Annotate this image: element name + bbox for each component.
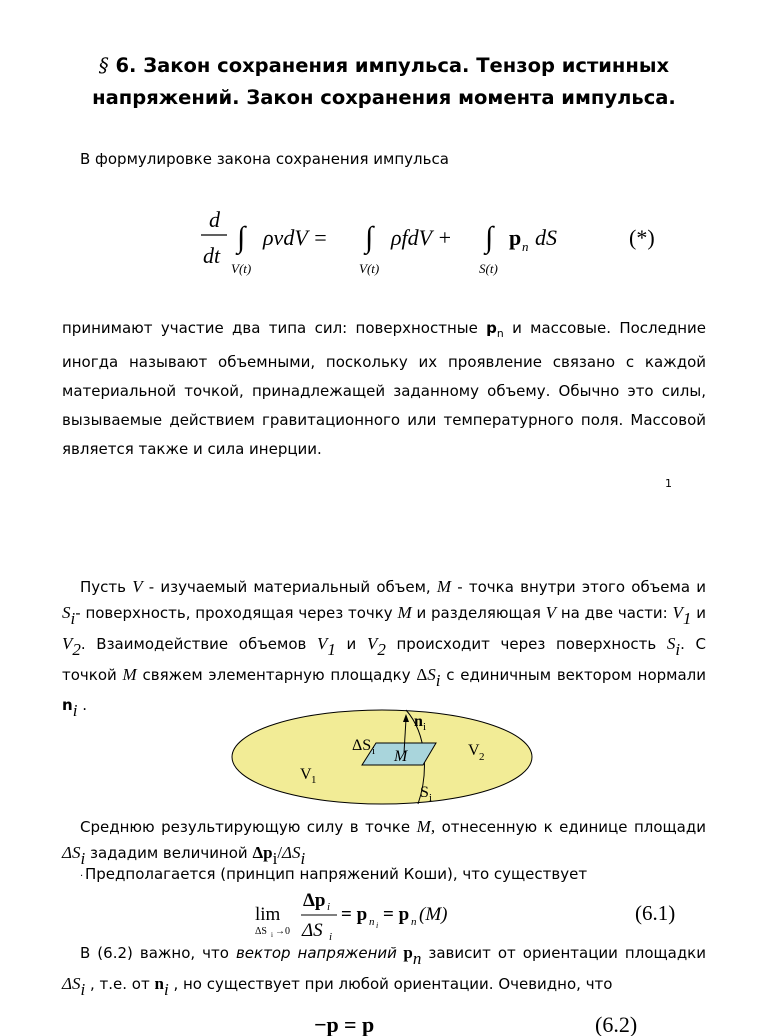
p2-t1: Пусть [80, 578, 133, 596]
p3-dp: Δp [252, 843, 273, 862]
rhs-tail: dS [535, 225, 557, 250]
p2-t4: - поверхность, проходящая через точку [75, 604, 398, 622]
formula-6-2-label: (6.2) [595, 1012, 638, 1036]
paragraph-stress-vector [62, 940, 706, 1002]
p2-S2: S [666, 633, 676, 653]
p2-V2c: V [366, 633, 378, 653]
p2-S: S [62, 603, 71, 622]
f62-eq: = p [344, 1012, 375, 1036]
p2-M2: M [397, 603, 412, 622]
dS-label: ΔS [352, 737, 372, 754]
p2-V: V [132, 577, 143, 596]
p2-V2-sub: 2 [72, 639, 81, 659]
p1-n-sub: n [496, 326, 504, 340]
p3-t2: отнесенную к единице площади [435, 818, 706, 836]
p3-t1: Среднюю результирующую силу в точке [80, 818, 417, 836]
p2-t13: . [77, 695, 87, 714]
section-title [60, 50, 708, 114]
p2-t6: на две части: [556, 604, 673, 622]
eq2-pn: = p [383, 904, 410, 925]
p2-t11: свяжем элементарную площадку [136, 665, 417, 684]
p2-V1-sub: 1 [682, 608, 692, 628]
formula-6-1 [255, 888, 695, 948]
f62-lhs: −p [314, 1012, 339, 1036]
p2-S3: S [427, 664, 436, 684]
p1-text-a: принимают участие два типа сил: поверхностные [62, 319, 487, 337]
formula-6-2 [310, 1006, 710, 1036]
p5-ni: i [163, 979, 169, 999]
section-sign: § [98, 54, 109, 77]
paragraph-definitions [62, 574, 706, 723]
dS-sub: i [372, 745, 376, 757]
p2-t5: и разделяющая [411, 604, 546, 622]
V2-label: V [468, 742, 480, 759]
p2-i4: i [72, 700, 78, 720]
frac-den: ΔS [302, 920, 323, 941]
p5-t1: В (6.2) важно, что [80, 944, 236, 962]
p2-delta: Δ [416, 664, 428, 684]
p2-V1: V [672, 603, 683, 622]
integral-sign-1: ∫ [237, 221, 246, 254]
frac-den-sub: i [329, 931, 333, 943]
p1-p-bold: p [486, 319, 497, 337]
p5-p: p [396, 943, 413, 962]
frac-num: Δp [303, 890, 326, 911]
p5-t3: , т.е. от [85, 974, 155, 993]
p3-i3: i [300, 848, 306, 868]
S-label: S [420, 784, 429, 801]
lim-sub-i: i [271, 931, 273, 939]
formula-6-1-label: (6.1) [635, 901, 676, 925]
eq-tail: (M) [419, 904, 448, 925]
p2-V1c: V [317, 633, 328, 653]
rhs-sub: n [522, 239, 529, 254]
lhs-integrand: ρvdV = [263, 225, 328, 250]
p2-t2: - изучаемый материальный объем, [142, 578, 437, 596]
p2-V2: V [545, 603, 557, 622]
p5-t4: , но существует при любой ориентации. Очевидно, что [168, 974, 613, 993]
p3-i: i [80, 848, 86, 868]
lim-text: lim [255, 904, 281, 925]
p2-M3: M [122, 664, 137, 684]
p2-V1c-sub: 1 [327, 639, 336, 659]
V1-label: V [300, 766, 312, 783]
eq-pn-subsub: i [376, 921, 379, 930]
p2-i3: i [435, 670, 441, 690]
rhs-integrand: p [509, 225, 522, 250]
volume-diagram [228, 705, 538, 805]
p2-n-bold: n [62, 695, 73, 714]
eq-pn-sub: n [369, 916, 375, 928]
integral-2-domain: V(t) [359, 261, 380, 276]
V1-sub: 1 [311, 774, 317, 786]
p3-i2: i [272, 848, 278, 868]
formula-dt: dt [203, 243, 221, 268]
momentum-conservation-formula [195, 205, 675, 285]
p2-t8: . Взаимодействие объемов [80, 634, 318, 653]
p2-t12: с единичным вектором нормали [440, 665, 706, 684]
mid-integrand: ρfdV + [391, 225, 453, 250]
integral-sign-3: ∫ [485, 221, 494, 254]
p2-i2: i [675, 639, 681, 659]
p3-dS: ΔS [62, 843, 81, 862]
formula-d: d [209, 207, 220, 232]
p2-t9: происходит через поверхность [385, 634, 667, 653]
integral-1-domain: V(t) [231, 261, 252, 276]
p3-M: M, [416, 817, 436, 836]
p5-ital: вектор напряжений [235, 944, 397, 962]
p5-n: n [412, 948, 422, 968]
p5-nb: n [154, 973, 164, 993]
p2-V2b: V [62, 633, 73, 653]
integral-3-domain: S(t) [479, 261, 498, 276]
formula-label: (*) [629, 225, 655, 250]
n-label: n [414, 713, 423, 730]
paragraph-forces [62, 314, 706, 464]
p2-i: i [70, 608, 76, 628]
stray-dot: · [80, 871, 84, 882]
S-sub: i [429, 792, 433, 804]
p2-t7b: и [335, 634, 367, 653]
frac-num-sub: i [327, 901, 331, 913]
p3-dS2: ΔS [282, 843, 301, 862]
p5-i: i [80, 979, 86, 999]
eq-pn: = p [341, 904, 368, 925]
eq2-sub: n [411, 916, 417, 928]
lim-sub: ΔS [255, 926, 267, 937]
integral-sign-2: ∫ [365, 221, 374, 254]
p5-t2: зависит от ориентации площадки [421, 944, 706, 962]
intro-text: В формулировке закона сохранения импульса [80, 150, 449, 168]
p3-t3: зададим величиной [85, 844, 253, 862]
p2-t10: . С точкой [62, 634, 706, 684]
page-number: 1 [665, 477, 672, 490]
p5-dS: ΔS [62, 973, 81, 993]
title-line-2: напряжений. Закон сохранения момента импульса. [92, 86, 676, 109]
lim-arrow: →0 [275, 926, 290, 937]
p1-text-b: и массовые. Последние иногда называют объемными, поскольку их проявление связано с каждой материальной точкой, принадлежащей заданному объему. Обычно это силы, вызываемые действием гравитационного или температурного поля. Массовой является также и сила инерции. [62, 319, 706, 458]
p2-V2c-sub: 2 [377, 639, 386, 659]
p2-t7: и [691, 604, 706, 622]
V2-sub: 2 [479, 751, 485, 763]
p3-slash: / [277, 843, 283, 862]
paragraph-cauchy: Предполагается (принцип напряжений Коши), что существует [85, 865, 588, 883]
p2-t3: - точка внутри этого объема и [451, 578, 706, 596]
n-sub: i [423, 721, 427, 733]
title-line-1: 6. Закон сохранения импульса. Тензор истинных [115, 54, 670, 77]
M-label: M [394, 748, 408, 765]
p2-M: M [436, 577, 452, 596]
